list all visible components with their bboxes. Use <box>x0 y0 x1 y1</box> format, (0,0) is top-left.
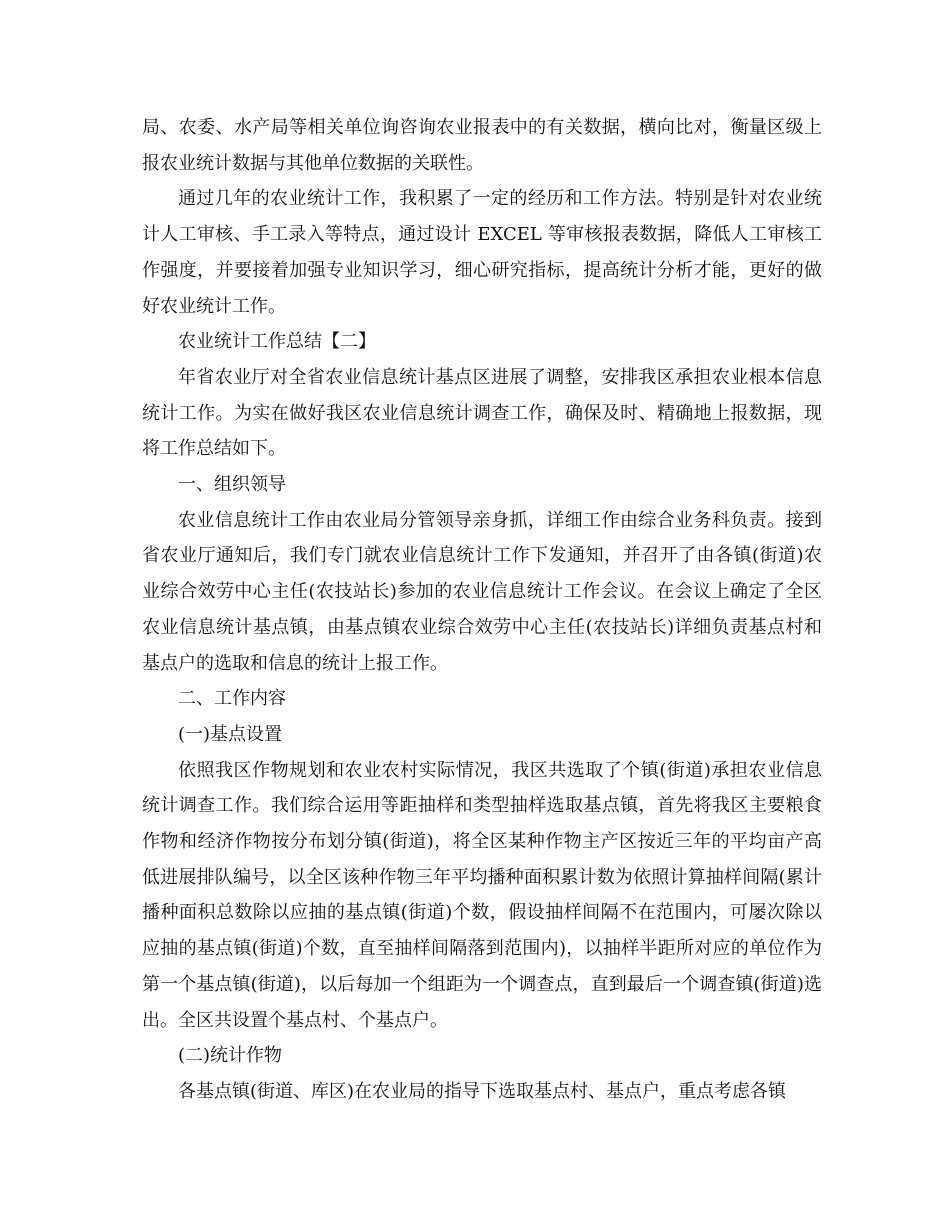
section-title-summary-two: 农业统计工作总结【二】 <box>178 331 376 353</box>
document-body <box>142 110 822 1110</box>
paragraph-intro: 年省农业厅对全省农业信息统计基点区进展了调整，安排我区承担农业根本信息统计工作。为实在做好我区农业信息统计调查工作，确保及时、精确地上报数据，现将工作总结如下。 <box>142 366 822 460</box>
paragraph-continuation: 局、农委、水产局等相关单位询咨询农业报表中的有关数据，横向比对，衡量区级上报农业统计数据与其他单位数据的关联性。 <box>142 117 822 174</box>
paragraph-base-setup: 依照我区作物规划和农业农村实际情况，我区共选取了个镇(街道)承担农业信息统计调查工作。我们综合运用等距抽样和类型抽样选取基点镇，首先将我区主要粮食作物和经济作物按分布划分镇(街道)，将全区某种作物主产区按近三年的平均亩产高低进展排队编号，以全区该种作物三年平均播种面积累计数为依照计算抽样间隔(累计播种面积总数除以应抽的基点镇(街道)个数，假设抽样间隔不在范围内，可屡次除以应抽的基点镇(街道)个数，直至抽样间隔落到范围内)，以抽样半距所对应的单位作为第一个基点镇(街道)，以后每加一个组距为一个调查点，直到最后一个调查镇(街道)选出。全区共设置个基点村、个基点户。 <box>142 759 822 1031</box>
subheading-base-setup: (一)基点设置 <box>178 723 283 745</box>
heading-organization: 一、组织领导 <box>178 474 286 496</box>
paragraph-statistics-crops: 各基点镇(街道、库区)在农业局的指导下选取基点村、基点户，重点考虑各镇 <box>178 1080 787 1102</box>
heading-work-content: 二、工作内容 <box>178 688 286 710</box>
paragraph-organization: 农业信息统计工作由农业局分管领导亲身抓，详细工作由综合业务科负责。接到省农业厅通知后，我们专门就农业信息统计工作下发通知，并召开了由各镇(街道)农业综合效劳中心主任(农技站长)参加的农业信息统计工作会议。在会议上确定了全区农业信息统计基点镇，由基点镇农业综合效劳中心主任(农技站长)详细负责基点村和基点户的选取和信息的统计上报工作。 <box>142 509 822 674</box>
paragraph-experience: 通过几年的农业统计工作，我积累了一定的经历和工作方法。特别是针对农业统计人工审核、手工录入等特点，通过设计 EXCEL 等审核报表数据，降低人工审核工作强度，并要接着加强专业知识学习，细心研究指标，提高统计分析才能，更好的做好农业统计工作。 <box>142 188 822 317</box>
subheading-statistics-crops: (二)统计作物 <box>178 1045 283 1067</box>
